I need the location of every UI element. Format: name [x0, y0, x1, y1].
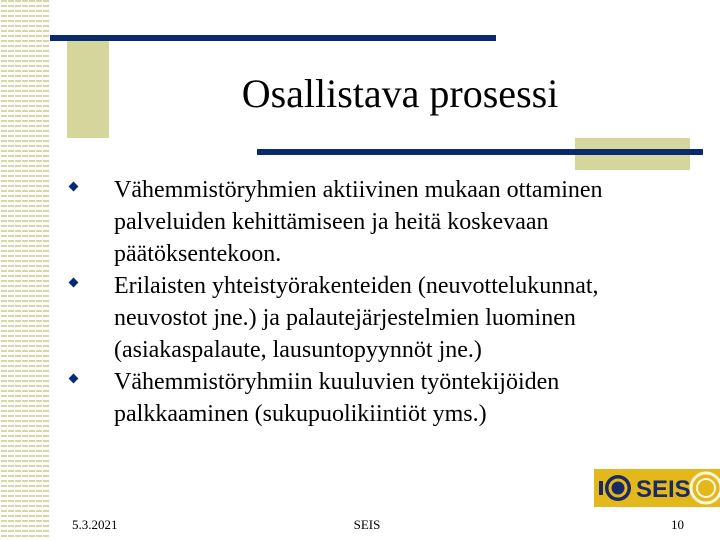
- bottom-rule: [257, 149, 703, 155]
- diamond-bullet-icon: [64, 366, 114, 398]
- seis-logo: [594, 469, 720, 507]
- bullet-text: Vähemmistöryhmien aktiivinen mukaan ottaminen palveluiden kehittämiseen ja heitä koskevaan päätöksentekoon.: [114, 177, 603, 267]
- footer-center-text: SEIS: [353, 517, 381, 532]
- bullet-text: Vähemmistöryhmiin kuuluvien työntekijöiden palkkaaminen (sukupuolikiintiöt yms.): [114, 369, 560, 427]
- seis-logo-text: SEIS: [636, 476, 691, 503]
- left-stripe-overlay: [0, 0, 50, 540]
- diamond-bullet-icon: [64, 270, 114, 302]
- top-left-block: [67, 40, 109, 138]
- bullet-item: [64, 270, 704, 366]
- slide-title: Osallistava prosessi: [241, 71, 559, 116]
- seis-logo-graphic: [594, 469, 720, 507]
- diamond-bullet-icon: [64, 174, 114, 206]
- slide-number: 10: [671, 517, 684, 532]
- bullet-text: Erilaisten yhteistyörakenteiden (neuvottelukunnat, neuvostot jne.) ja palautejärjestelmien luominen (asiakaspalaute, lausuntopyynnöt jne.): [114, 273, 599, 363]
- footer-date: 5.3.2021: [72, 517, 118, 532]
- bullet-list: [64, 174, 704, 430]
- bullet-item: [64, 174, 704, 270]
- top-rule: [50, 35, 496, 41]
- bullet-item: [64, 366, 704, 430]
